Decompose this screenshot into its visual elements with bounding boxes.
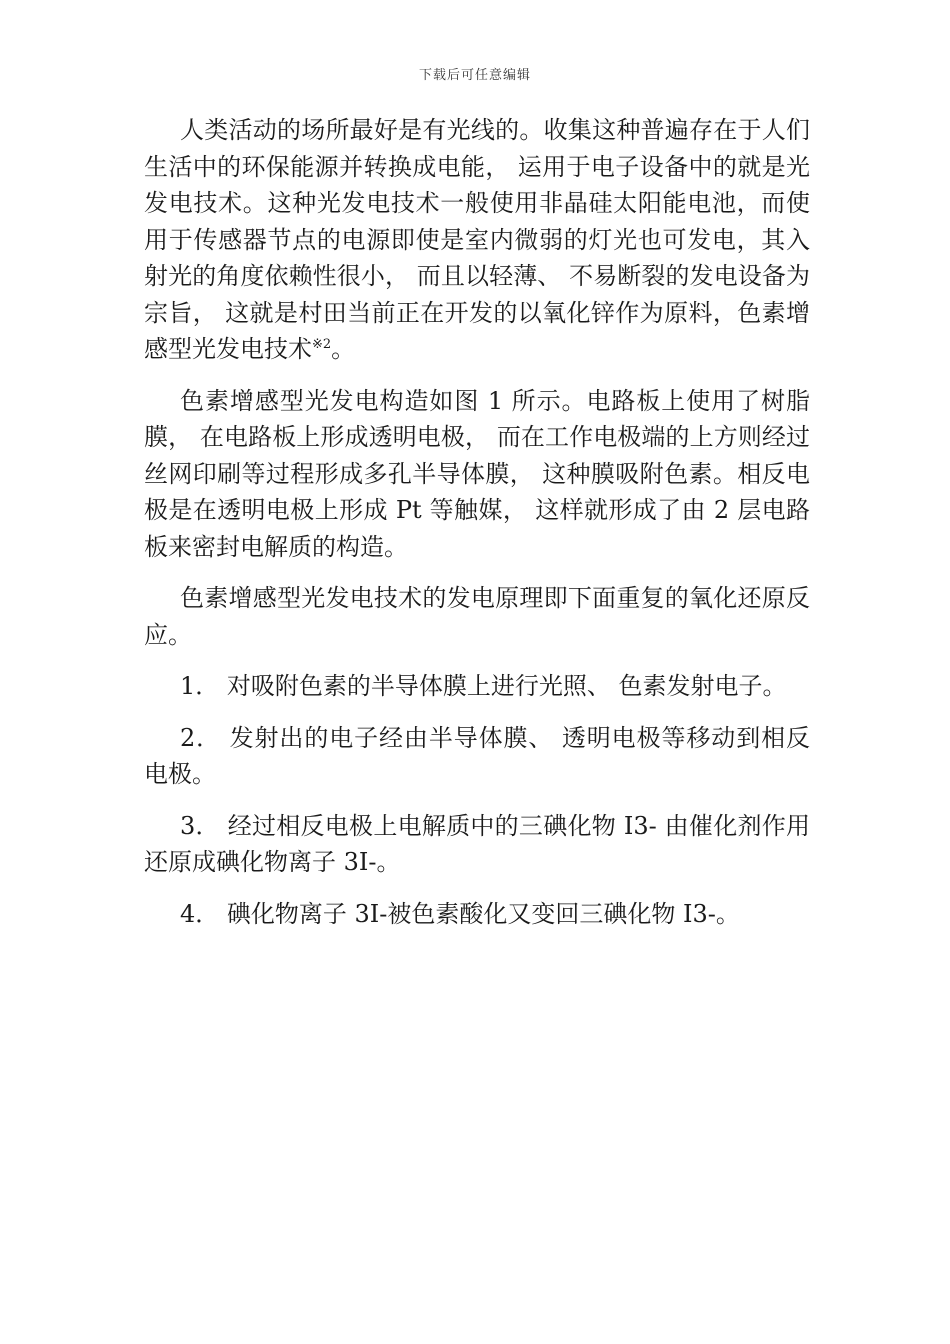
page-header: 下载后可任意编辑 [418,68,531,83]
document-body [144,112,810,947]
paragraph-intro-text: 人类活动的场所最好是有光线的。收集这种普遍存在于人们生活中的环保能源并转换成电能， 运用于电子设备中的就是光发电技术。这种光发电技术一般使用非晶硅太阳能电池，而使用于传感器节点的电源即使是室内微弱的灯光也可发电，其入射光的角度依赖性很小， 而且以轻薄、 不易断裂的发电设备为宗旨， 这就是村田当前正在开发的以氧化锌作为原料，色素增感型光发电技术 [144,116,810,363]
paragraph-intro [144,112,810,368]
step-item-4: 4． 碘化物离子 3I-被色素酸化又变回三碘化物 I3-。 [180,899,740,928]
paragraph-structure: 色素增感型光发电构造如图 1 所示。电路板上使用了树脂膜， 在电路板上形成透明电极， 而在工作电极端的上方则经过丝网印刷等过程形成多孔半导体膜， 这种膜吸附色素。相反电极是在透明电极上形成 Pt 等触媒， 这样就形成了由 2 层电路板来密封电解质的构造。 [144,386,810,561]
step-item-3: 3． 经过相反电极上电解质中的三碘化物 I3- 由催化剂作用还原成碘化物离子 3I-。 [144,811,810,876]
footnote-reference: ※2 [312,337,332,352]
step-item-1: 1． 对吸附色素的半导体膜上进行光照、 色素发射电子。 [180,672,787,700]
paragraph-principle: 色素增感型光发电技术的发电原理即下面重复的氧化还原反应。 [144,584,810,649]
paragraph-intro-end: 。 [331,335,356,363]
step-item-2: 2． 发射出的电子经由半导体膜、 透明电极等移动到相反电极。 [144,723,810,788]
